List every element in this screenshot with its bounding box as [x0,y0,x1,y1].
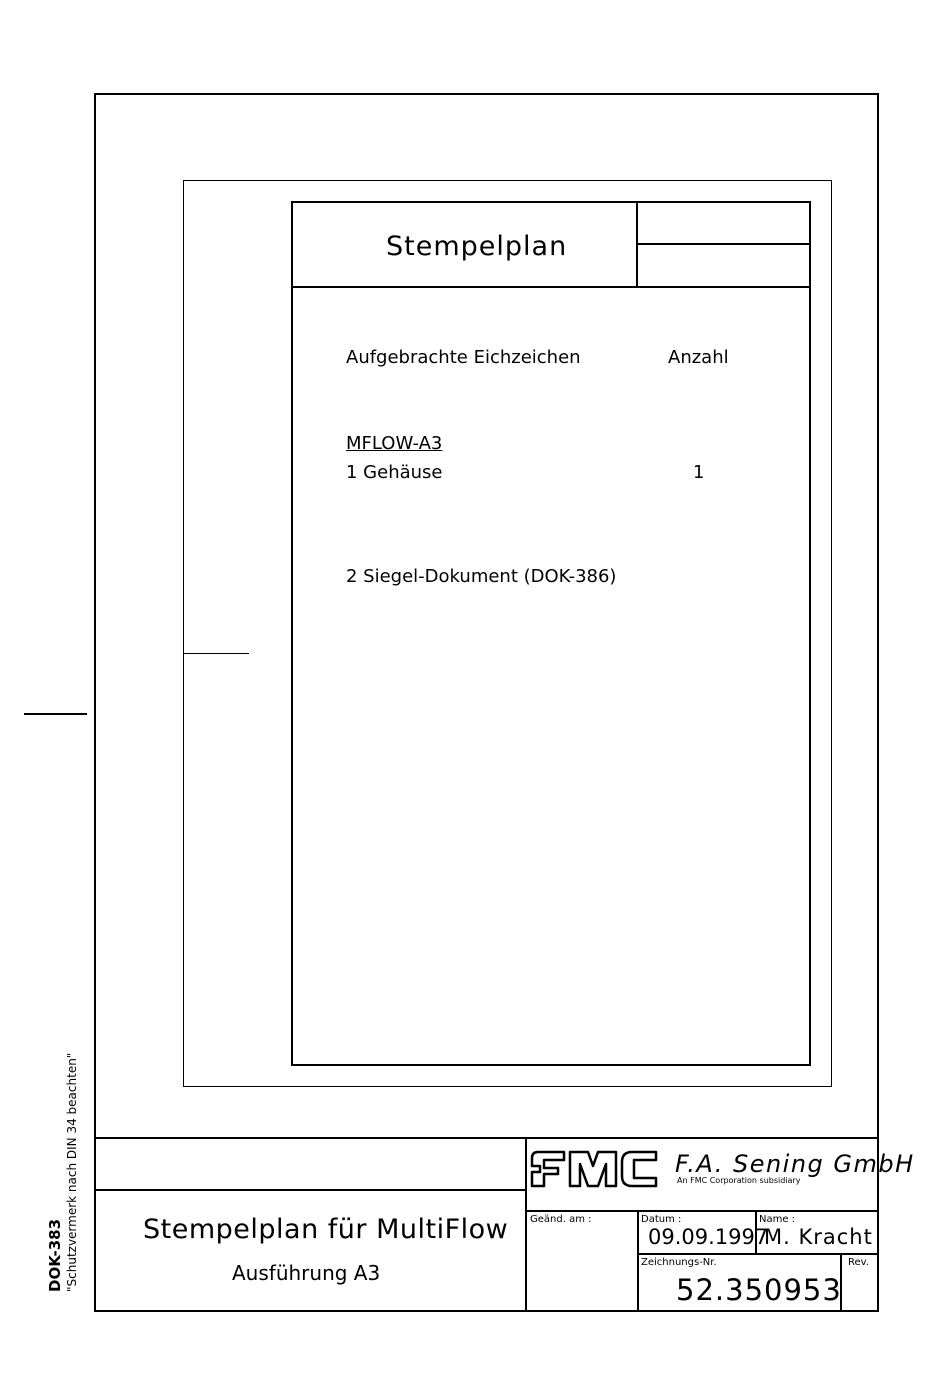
list-item-count: 1 [693,462,705,483]
drawing-number-label: Zeichnungs-Nr. [641,1257,717,1268]
stamp-plan-header-divider [291,286,811,288]
date-label: Datum : [641,1214,682,1225]
drawing-subtitle: Ausführung A3 [232,1261,381,1285]
stamp-plan-box [291,201,811,1066]
title-block-left-divider [94,1189,526,1191]
title-block-top-line [94,1137,879,1139]
drawing-number-value: 52.350953 [676,1273,842,1307]
fold-mark [184,653,249,654]
column-header-count: Anzahl [668,347,729,368]
document-id: DOK-383 [46,1218,64,1292]
protection-note: "Schutzvermerk nach DIN 34 beachten" [65,1052,79,1292]
list-item-label: 2 Siegel-Dokument (DOK-386) [346,566,617,587]
date-value: 09.09.1997 [648,1225,769,1249]
title-block-vdivider [525,1137,527,1312]
drawing-title: Stempelplan für MultiFlow [143,1214,509,1245]
name-label: Name : [759,1214,796,1225]
name-value: M. Kracht [764,1225,873,1249]
group-label: MFLOW-A3 [346,433,443,454]
stamp-plan-title: Stempelplan [386,231,568,262]
title-block-right-divider [525,1210,879,1212]
company-subtitle: An FMC Corporation subsidiary [677,1176,801,1185]
title-block-col2-vdivider [637,1210,639,1312]
column-header-marks: Aufgebrachte Eichzeichen [346,347,581,368]
stamp-plan-header-cell-divider [636,243,811,245]
company-name: F.A. Sening GmbH [675,1150,915,1178]
revision-label: Rev. [848,1257,869,1268]
title-block-date-hdivider [637,1253,879,1255]
fold-mark [24,713,87,715]
changed-label: Geänd. am : [530,1214,592,1225]
fmc-logo [530,1146,660,1194]
list-item-label: 1 Gehäuse [346,462,443,483]
